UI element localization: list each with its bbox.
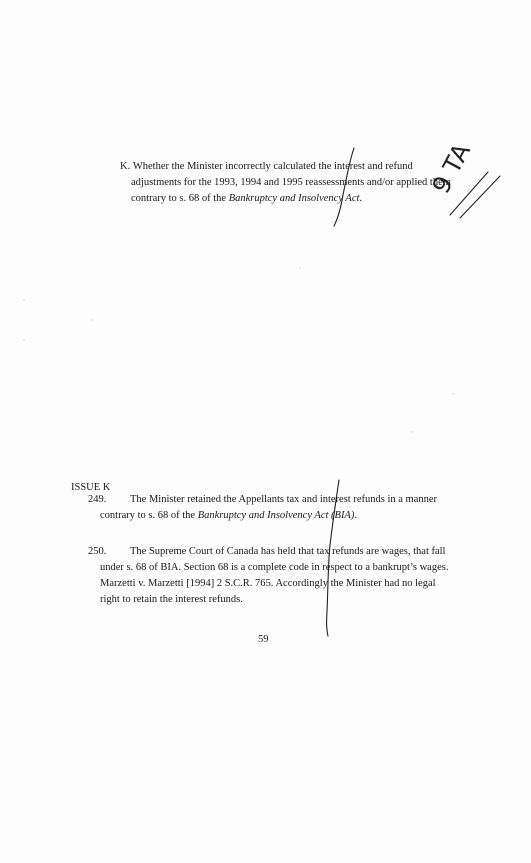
issue-letter: K. bbox=[120, 161, 131, 172]
paragraph-249-line2 bbox=[100, 509, 357, 522]
paragraph-250-line3: Marzetti v. Marzetti [1994] 2 S.C.R. 765. Accordingly the Minister had no legal bbox=[100, 578, 436, 589]
issue-k-heading-period: . bbox=[359, 193, 363, 204]
paragraph-249-text1: The Minister retained the Appellants tax and interest refunds in a manner bbox=[130, 494, 438, 505]
issue-label: ISSUE K bbox=[71, 482, 111, 493]
issue-k-heading-line1 bbox=[120, 160, 413, 173]
paragraph-250-line4: right to retain the interest refunds. bbox=[100, 594, 243, 605]
issue-k-heading-text1: Whether the Minister incorrectly calculated the interest and refund bbox=[132, 161, 413, 172]
act-title: Bankruptcy and Insolvency Act bbox=[228, 193, 360, 204]
pen-slash-2 bbox=[460, 176, 500, 218]
paragraph-250-text1: The Supreme Court of Canada has held that tax refunds are wages, that fall bbox=[130, 546, 446, 557]
paragraph-250-line1 bbox=[88, 545, 445, 558]
act-title: Bankruptcy and Insolvency Act (BIA) bbox=[197, 510, 355, 521]
handwritten-note: 9 TA bbox=[426, 138, 476, 199]
paragraph-249-period: . bbox=[354, 510, 357, 521]
paragraph-249-line1 bbox=[88, 493, 437, 506]
issue-k-heading-line3 bbox=[131, 192, 362, 205]
issue-k-heading-line2: adjustments for the 1993, 1994 and 1995 reassessments and/or applied them bbox=[131, 177, 451, 188]
issue-k-heading-text3: contrary to s. 68 of the bbox=[131, 193, 229, 204]
paragraph-number: 250. bbox=[88, 546, 107, 557]
paragraph-249-text2: contrary to s. 68 of the bbox=[100, 510, 198, 521]
paragraph-250-line2: under s. 68 of BIA. Section 68 is a complete code in respect to a bankrupt’s wages. bbox=[100, 562, 449, 573]
pen-slash-1 bbox=[450, 172, 488, 215]
paragraph-number: 249. bbox=[88, 494, 107, 505]
page-number: 59 bbox=[258, 634, 269, 645]
